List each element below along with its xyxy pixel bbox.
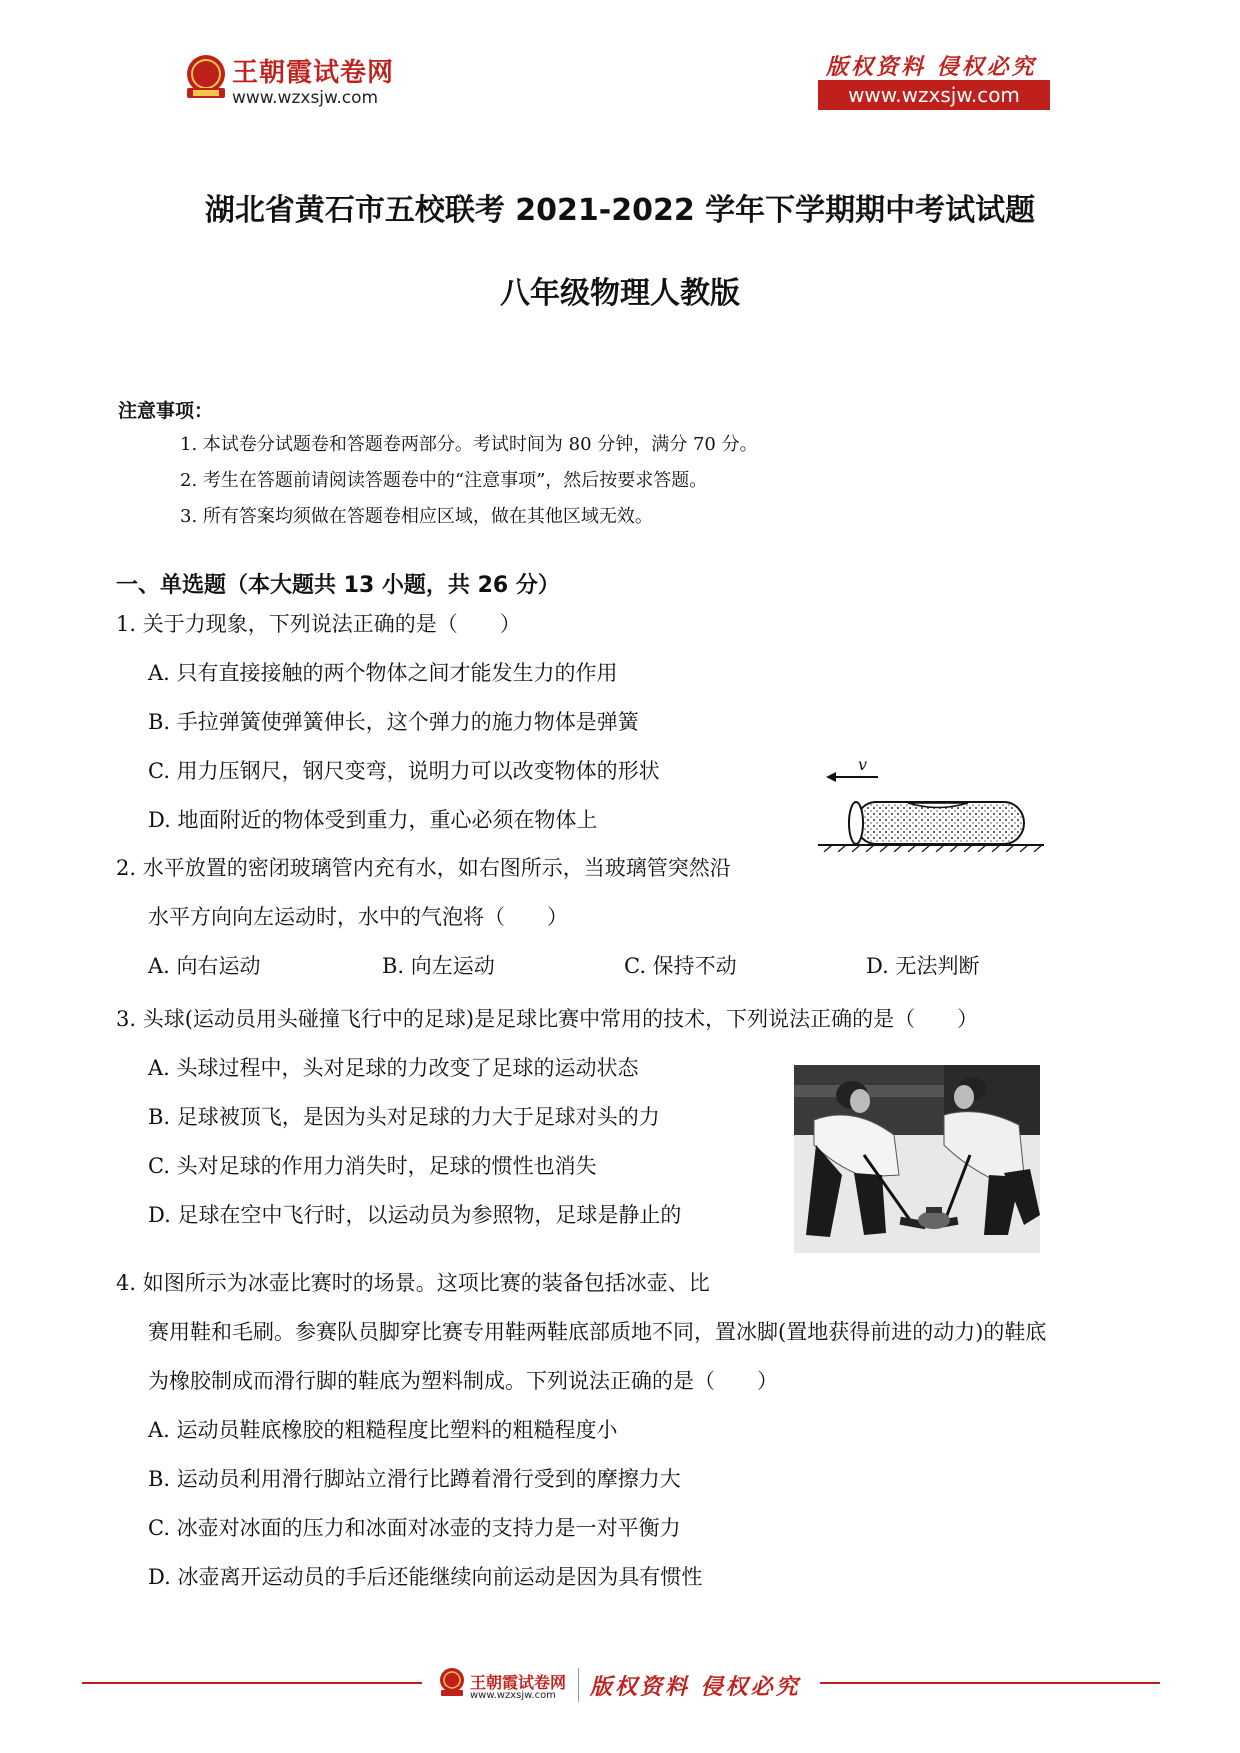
footer-logo-name: 王朝霞试卷网 — [470, 1673, 567, 1692]
question-option: D. 冰壶离开运动员的手后还能继续向前运动是因为具有惯性 — [148, 1565, 703, 1589]
notice-item: 3. 所有答案均须做在答题卷相应区域，做在其他区域无效。 — [180, 506, 653, 527]
copyright-notice: 版权资料 侵权必究 — [826, 54, 1037, 80]
notice-heading: 注意事项： — [118, 400, 214, 422]
curling-photo — [794, 1065, 1040, 1257]
question-option: A. 只有直接接触的两个物体之间才能发生力的作用 — [148, 661, 618, 685]
question-stem: 3. 头球(运动员用头碰撞飞行中的足球)是足球比赛中常用的技术，下列说法正确的是（ ） — [116, 1007, 979, 1031]
question-option: C. 头对足球的作用力消失时，足球的惯性也消失 — [148, 1154, 597, 1178]
question-option: B. 向左运动 — [382, 954, 495, 978]
question-option: B. 足球被顶飞，是因为头对足球的力大于足球对头的力 — [148, 1105, 660, 1129]
question-option: C. 保持不动 — [624, 954, 737, 978]
footer-divider — [820, 1682, 1160, 1684]
question-option: A. 运动员鞋底橡胶的粗糙程度比塑料的粗糙程度小 — [148, 1418, 618, 1442]
question-option: B. 运动员利用滑行脚站立滑行比蹲着滑行受到的摩擦力大 — [148, 1467, 681, 1491]
footer-logo-icon — [438, 1666, 466, 1702]
section-heading: 一、单选题（本大题共 13 小题，共 26 分） — [116, 573, 560, 598]
question-option: B. 手拉弹簧使弹簧伸长，这个弹力的施力物体是弹簧 — [148, 710, 639, 734]
question-stem: 水平方向向左运动时，水中的气泡将（ ） — [148, 905, 568, 929]
question-option: D. 地面附近的物体受到重力，重心必须在物体上 — [148, 808, 598, 832]
question-option: D. 足球在空中飞行时，以运动员为参照物，足球是静止的 — [148, 1203, 682, 1227]
question-option: A. 头球过程中，头对足球的力改变了足球的运动状态 — [148, 1056, 639, 1080]
footer-separator — [578, 1668, 579, 1702]
page-title: 湖北省黄石市五校联考 2021-2022 学年下学期期中考试试题 — [204, 193, 1036, 228]
site-logo-name: 王朝霞试卷网 — [232, 58, 395, 88]
notice-item: 1. 本试卷分试题卷和答题卷两部分。考试时间为 80 分钟，满分 70 分。 — [180, 434, 758, 455]
question-stem: 1. 关于力现象，下列说法正确的是（ ） — [116, 612, 521, 636]
question-stem: 4. 如图所示为冰壶比赛时的场景。这项比赛的装备包括冰壶、比 — [116, 1271, 710, 1295]
question-option: C. 冰壶对冰面的压力和冰面对冰壶的支持力是一对平衡力 — [148, 1516, 681, 1540]
notice-item: 2. 考生在答题前请阅读答题卷中的“注意事项”，然后按要求答题。 — [180, 470, 708, 491]
footer-divider — [82, 1682, 422, 1684]
velocity-label: v — [858, 755, 868, 774]
question-option: C. 用力压钢尺，钢尺变弯，说明力可以改变物体的形状 — [148, 759, 660, 783]
glass-tube-figure — [818, 752, 1044, 856]
question-stem: 赛用鞋和毛刷。参赛队员脚穿比赛专用鞋两鞋底部质地不同，置冰脚(置地获得前进的动力)的鞋底 — [148, 1320, 1047, 1344]
question-stem: 2. 水平放置的密闭玻璃管内充有水，如右图所示，当玻璃管突然沿 — [116, 856, 731, 880]
site-logo-icon — [183, 52, 229, 106]
footer-logo-url: www.wzxsjw.com — [470, 1690, 556, 1701]
copyright-url-badge: www.wzxsjw.com — [818, 80, 1050, 110]
page-subtitle: 八年级物理人教版 — [500, 276, 740, 311]
question-option: A. 向右运动 — [148, 954, 261, 978]
question-stem: 为橡胶制成而滑行脚的鞋底为塑料制成。下列说法正确的是（ ） — [148, 1369, 778, 1393]
question-option: D. 无法判断 — [866, 954, 980, 978]
footer-copyright: 版权资料 侵权必究 — [590, 1674, 801, 1700]
site-logo-url: www.wzxsjw.com — [232, 88, 379, 108]
